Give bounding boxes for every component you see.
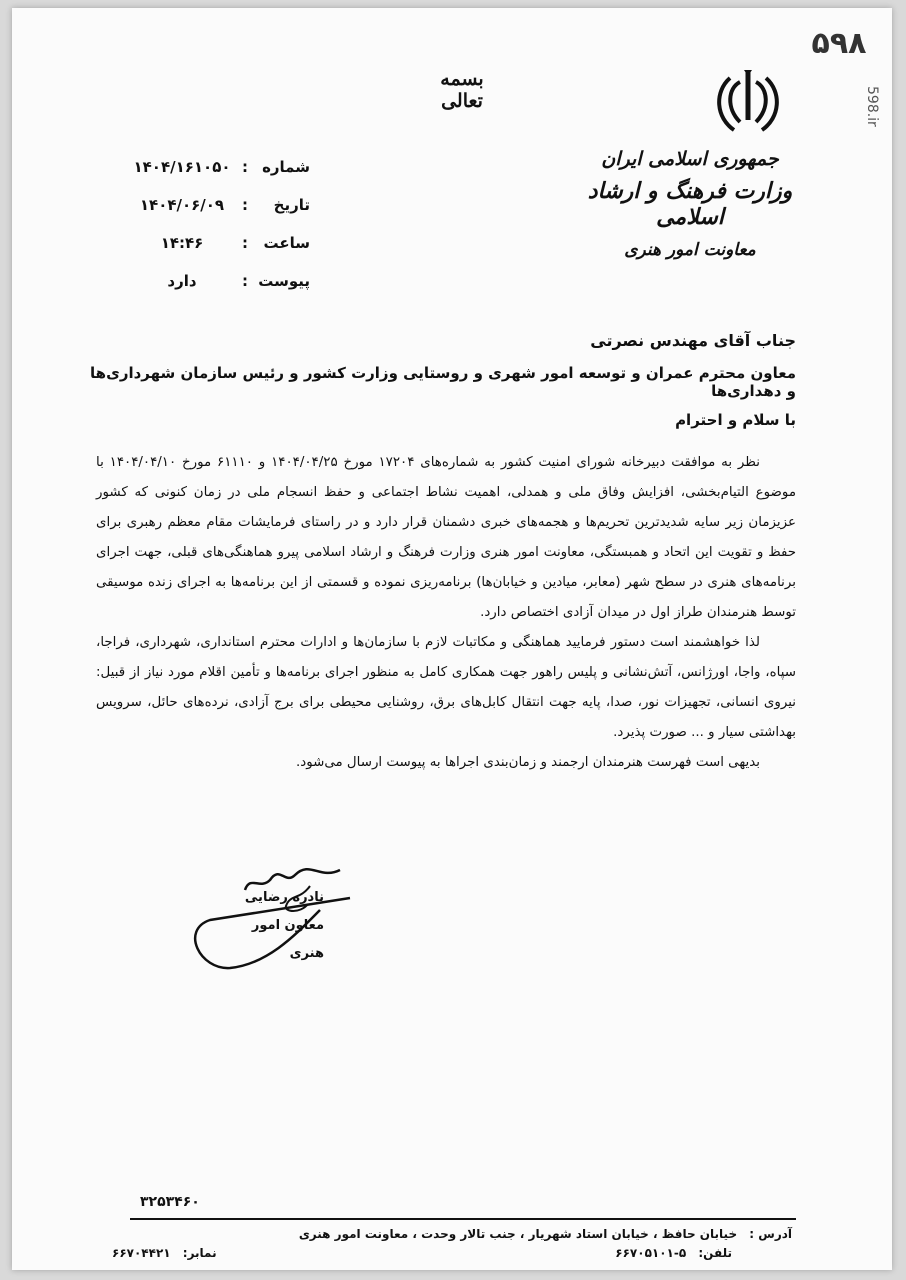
org-country: جمهوری اسلامی ایران [601, 148, 779, 170]
watermark-logo: ۵۹۸ [811, 26, 867, 61]
body-paragraph: بدیهی است فهرست هنرمندان ارجمند و زمان‌بندی اجراها به پیوست ارسال می‌شود. [295, 755, 760, 770]
addressee-title: معاون محترم عمران و توسعه امور شهری و روستایی وزارت کشور و رئیس سازمان شهرداری‌ها و دهداری‌ها [90, 364, 796, 400]
greeting: با سلام و احترام [675, 411, 796, 429]
attachment-label: پیوست [258, 272, 310, 290]
address-text: خیابان حافظ ، خیابان استاد شهریار ، جنب تالار وحدت ، معاونت امور هنری [298, 1227, 738, 1241]
watermark-site: 598.ir [864, 86, 880, 127]
body-paragraph: نظر به موافقت دبیرخانه شورای امنیت کشور به شماره‌های ۱۷۲۰۴ مورخ ۱۴۰۴/۰۴/۲۵ و ۶۱۱۱۰ مورخ ۱۴۰۴/۰۴/۱۰ با موضوع التیام‌بخشی، افزایش وفاق ملی و همدلی، اهمیت نشاط اجتماعی و حفظ انسجام ملی در زمان کنونی که کشور عزیزمان زیر سایه شدیدترین تحریم‌ها و هجمه‌های خبری دشمنان قرار دارد و در راستای فرمایشات مقام معظم رهبری برای حفظ و تقویت این اتحاد و همبستگی، معاونت امور هنری وزارت فرهنگ و ارشاد اسلامی پیرو هماهنگی‌های قبلی، جهت اجرای برنامه‌های هنری در سطح شهر (معابر، میادین و خیابان‌ها) برنامه‌ریزی نموده و قسمتی از این برنامه‌ها به اجرای زنده موسیقی توسط هنرمندان طراز اول در میدان آزادی اختصاص دارد. [96, 455, 796, 620]
body-paragraph: لذا خواهشمند است دستور فرمایید هماهنگی و مکاتبات لازم با سازمان‌ها و ادارات محترم استانداری، شهرداری، فراجا، سپاه، واجا، اورژانس، آتش‌نشانی و پلیس راهور جهت همکاری کامل به منظور اجرای برنامه‌ها و تأمین اقلام مورد نیاز از قبیل: نیروی انسانی، تجهیزات نور، صدا، پایه جهت انتقال کابل‌های برق، روشنایی محیطی برای برج آزادی، نرده‌های حائل، سرویس بهداشتی سیار و ... صورت پذیرد. [96, 635, 796, 740]
org-ministry: وزارت فرهنگ و ارشاد اسلامی [587, 178, 793, 230]
footer-phones-row [112, 1244, 792, 1263]
date-label: تاریخ [273, 196, 310, 214]
signer-block [234, 884, 324, 968]
watermark [806, 26, 880, 127]
attachment-value: دارد [167, 272, 197, 290]
time-label: ساعت [263, 234, 310, 252]
fax-value: ۶۶۷۰۴۴۲۱ [112, 1246, 171, 1260]
meta-time: ساعت : ۱۴:۴۶ [130, 224, 310, 262]
letter-body [96, 448, 796, 778]
phone-value: ۵-۶۶۷۰۵۱۰۱ [615, 1246, 687, 1260]
signer-name: نادره رضایی [244, 890, 324, 905]
fax-label: نمابر: [182, 1246, 217, 1260]
address-label: آدرس : [749, 1227, 792, 1241]
footer [112, 1225, 792, 1263]
footer-address-row [112, 1225, 792, 1244]
org-deputy: معاونت امور هنری [624, 240, 756, 260]
number-label: شماره [262, 158, 310, 176]
footer-divider [130, 1218, 796, 1220]
phone-label: تلفن: [698, 1246, 732, 1260]
letter-meta [130, 148, 310, 300]
meta-attachment: پیوست : دارد [130, 262, 310, 300]
time-value: ۱۴:۴۶ [160, 234, 204, 252]
reference-number: ۳۲۵۳۴۶۰ [140, 1194, 200, 1210]
meta-number: شماره : ۱۴۰۴/۱۶۱۰۵۰ [130, 148, 310, 186]
meta-date: تاریخ : ۱۴۰۴/۰۶/۰۹ [130, 186, 310, 224]
letter-page [12, 8, 892, 1270]
addressee-name: جناب آقای مهندس نصرتی [590, 331, 796, 350]
number-value: ۱۴۰۴/۱۶۱۰۵۰ [133, 158, 231, 176]
organization-header [560, 148, 820, 260]
date-value: ۱۴۰۴/۰۶/۰۹ [139, 196, 225, 214]
iran-emblem-icon [710, 68, 786, 138]
signer-position: معاون امور هنری [251, 918, 324, 961]
bismillah-heading: بسمه تعالی [440, 68, 484, 112]
addressee-block [76, 331, 796, 400]
